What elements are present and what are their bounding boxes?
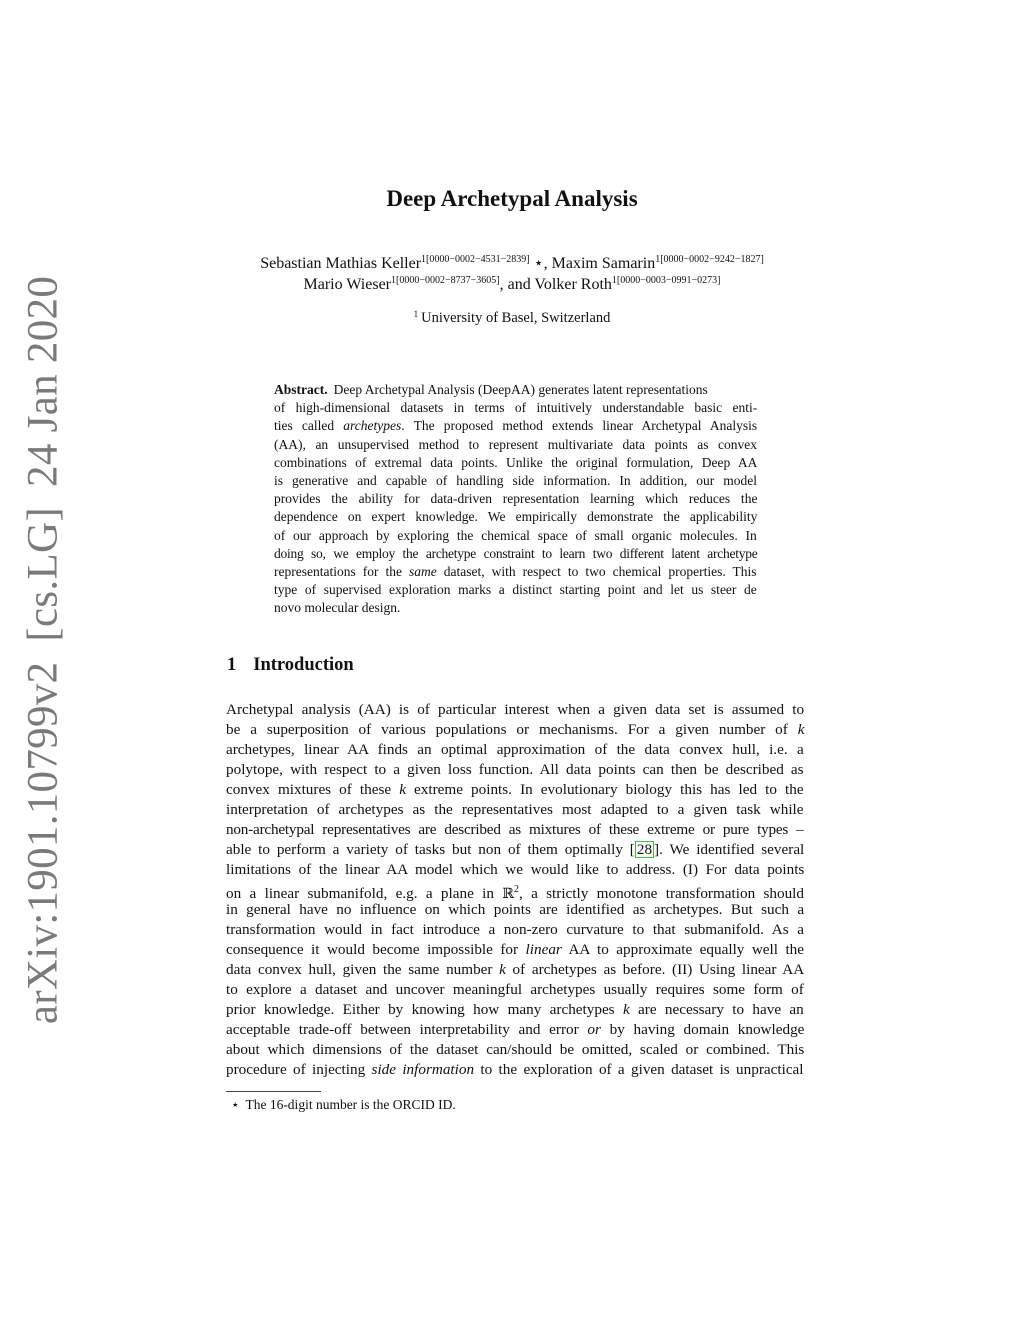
arxiv-category: [cs.LG] [19,506,67,642]
body-line: interpretation of archetypes as the representatives most adapted to a given task while [226,801,804,818]
abstract-line: ties called archetypes. The proposed method extends linear Archetypal Analysis [274,418,758,434]
body-line: able to perform a variety of tasks but non of them optimally [ 28 ]. We identified several [226,841,805,858]
abstract-line: of high-dimensional datasets in terms of intuitively understandable basic enti- [274,400,758,416]
footnote-marker: ⋆ [231,1097,240,1112]
footnote-divider [226,1091,321,1092]
author-name: Mario Wieser [303,276,391,293]
body-line: non-archetypal representatives are described as mixtures of these extreme or pure types – [226,821,804,838]
section-heading [227,655,354,676]
abstract-label: Abstract. [274,382,328,397]
body-line: be a superposition of various populations or mechanisms. For a given number of k [226,721,805,738]
arxiv-stamp [19,276,68,1024]
body-line: about which dimensions of the dataset can/should be omitted, scaled or combined. This [226,1041,805,1058]
body-line: convex mixtures of these k extreme points. In evolutionary biology this has led to the [226,781,804,798]
footnote-text: The 16-digit number is the ORCID ID. [245,1097,456,1112]
abstract-line: Abstract. Deep Archetypal Analysis (DeepAA) generates latent representations [274,382,708,397]
body-line: acceptable trade-off between interpretability and error or by having domain knowledge [226,1021,805,1038]
affiliation [0,310,1024,327]
body-line: transformation would in fact introduce a non-zero curvature to that submanifold. As a [226,921,804,938]
body-line: procedure of injecting side information to the exploration of a given dataset is unpractical [226,1061,804,1078]
section-title: Introduction [253,655,354,675]
citation-link[interactable]: 28 [636,841,653,858]
author-name: Maxim Samarin [551,255,656,272]
author-name: Sebastian Mathias Keller [260,255,422,272]
body-line: limitations of the linear AA model which we would like to address. (I) For data points [226,861,805,878]
body-line: Archetypal analysis (AA) is of particular interest when a given data set is assumed to [226,701,805,718]
abstract-line: combinations of extremal data points. Unlike the original formulation, Deep AA [274,454,758,470]
real-numbers-symbol: ℝ [502,886,514,903]
author-orcid: 1[0000−0002−8737−3605] [391,275,500,286]
body-line: polytope, with respect to a given loss function. All data points can then be described as [226,761,804,778]
arxiv-date: 24 Jan 2020 [19,275,67,487]
arxiv-id: arXiv:1901.10799v2 [19,661,67,1025]
body-line: on a linear submanifold, e.g. a plane in ℝ$^2$, a strictly monotone transformation should [226,884,805,903]
body-line: archetypes, linear AA finds an optimal approximation of the data convex hull, i.e. a [226,741,804,758]
abstract-line: provides the ability for data-driven representation learning which reduces the [274,491,758,507]
abstract [274,381,757,617]
author-list [180,253,844,295]
affiliation-text: University of Basel, Switzerland [421,310,611,326]
author-name: Volker Roth [534,276,612,293]
abstract-line: doing so, we employ the archetype constraint to learn two different latent archetype [274,545,758,561]
abstract-line: (AA), an unsupervised method to represent multivariate data points as convex [274,436,758,452]
author-orcid: 1[0000−0003−0991−0273] [611,275,721,286]
abstract-line: is generative and capable of handling side information. In addition, our model [274,472,758,488]
introduction-body [226,700,804,1080]
body-line: to explore a dataset and uncover meaningful archetypes usually requires some form of [226,981,804,998]
footnote [231,1097,456,1113]
author-orcid: 1[0000−0002−9242−1827] [655,254,764,265]
footnote-marker: ⋆, [529,255,552,272]
author-orcid: 1[0000−0002−4531−2839] [421,254,530,265]
affiliation-mark: 1 [413,309,419,319]
body-line: prior knowledge. Either by knowing how many archetypes k are necessary to have an [226,1001,804,1018]
section-number: 1 [227,655,237,675]
body-line: in general have no influence on which points are identified as archetypes. But such a [226,901,805,918]
abstract-line: type of supervised exploration marks a distinct starting point and let us steer de [274,582,757,598]
body-line: consequence it would become impossible for linear AA to approximate equally well the [226,941,805,958]
author-separator: , and [499,276,535,293]
abstract-line: dependence on expert knowledge. We empirically demonstrate the applicability [274,509,758,525]
body-line: data convex hull, given the same number k of archetypes as before. (II) Using linear AA [226,961,805,978]
abstract-line: representations for the same dataset, with respect to two chemical properties. This [274,563,757,579]
abstract-line: novo molecular design. [274,600,401,616]
abstract-line: of our approach by exploring the chemical space of small organic molecules. In [274,527,757,543]
paper-title: Deep Archetypal Analysis [386,186,638,211]
